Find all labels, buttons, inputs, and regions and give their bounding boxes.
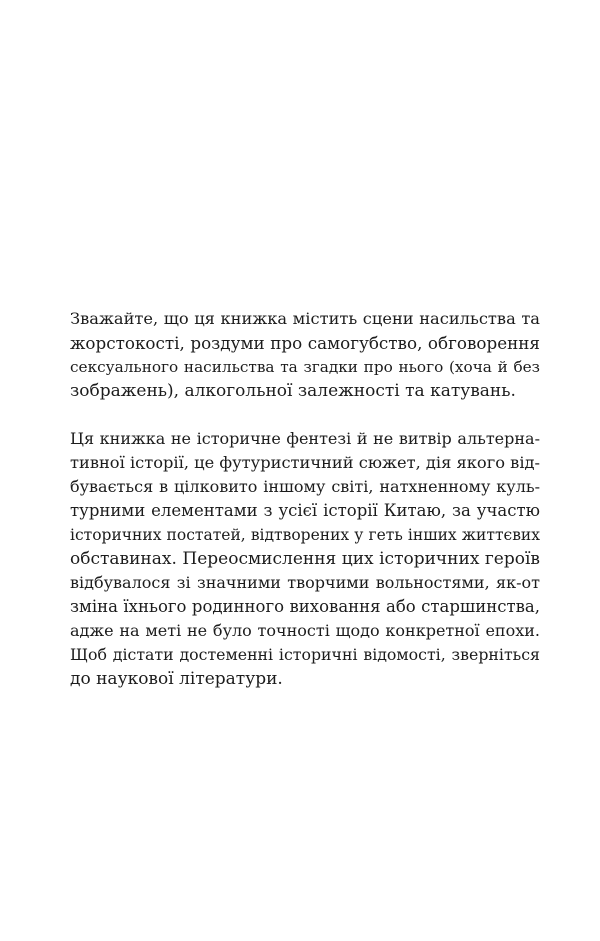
text-line: турними елементами з усієї історії Китаю, за участю — [70, 501, 540, 520]
content-warning-paragraph — [70, 307, 540, 403]
text-line: жорстокості, роздуми про самогубство, обговорення — [70, 333, 540, 353]
text-line: сексуального насильства та згадки про нього (хоча й без — [70, 358, 540, 376]
text-line: Щоб дістати достеменні історичні відомості, зверніться — [70, 645, 540, 664]
text-line: до наукової літератури. — [70, 669, 283, 689]
text-line: обставинах. Переосмислення цих історичних героїв — [70, 549, 540, 569]
text-line: зображень), алкогольної залежності та катувань. — [70, 381, 516, 401]
text-line: адже на меті не було точності щодо конкретної епохи. — [70, 621, 540, 640]
text-line: Ця книжка не історичне фентезі й не витвір альтерна- — [70, 429, 540, 448]
text-line: Зважайте, що ця книжка містить сцени насильства та — [70, 309, 540, 328]
text-line: зміна їхнього родинного виховання або старшинства, — [70, 597, 540, 616]
text-line: бувається в цілковито іншому світі, натхненному куль- — [70, 477, 540, 496]
historical-note-paragraph — [70, 427, 540, 691]
text-line: історичних постатей, відтворених у геть інших життєвих — [70, 526, 540, 544]
text-line: відбувалося зі значними творчими вольностями, як-от — [70, 573, 540, 592]
text-line: тивної історії, це футуристичний сюжет, дія якого від- — [70, 453, 541, 472]
